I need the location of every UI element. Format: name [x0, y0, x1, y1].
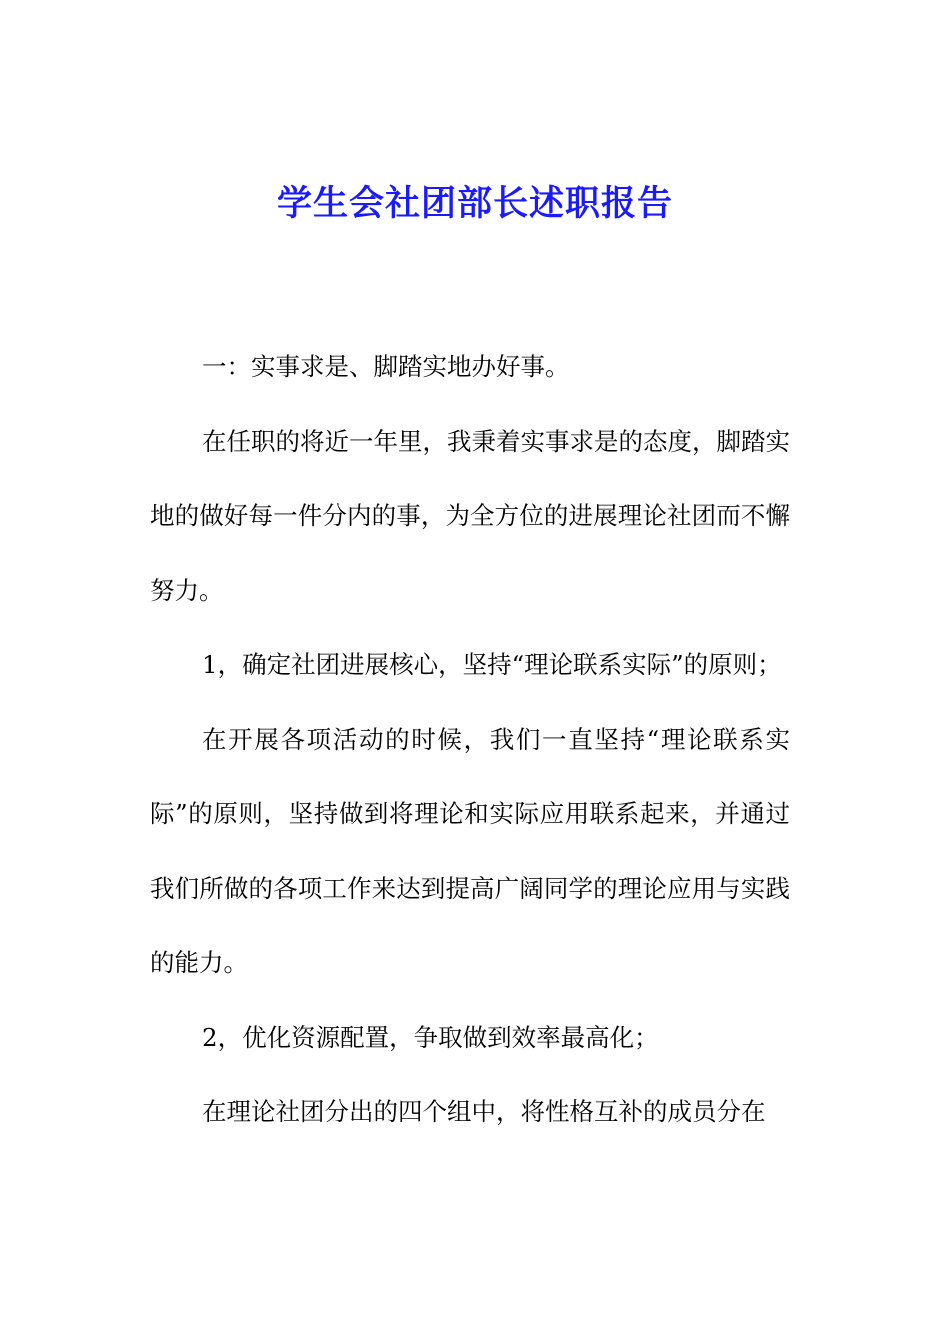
paragraph-2: 在任职的将近一年里，我秉着实事求是的态度，脚踏实地的做好每一件分内的事，为全方位的进展理论社团而不懈努力。	[150, 426, 790, 605]
document-body	[150, 330, 790, 1150]
document-title: 学生会社团部长述职报告	[276, 184, 673, 224]
paragraph-3: 1，确定社团进展核心，坚持“理论联系实际”的原则；	[202, 650, 782, 679]
paragraph-6: 在理论社团分出的四个组中，将性格互补的成员分在	[202, 1097, 766, 1126]
paragraph-4: 在开展各项活动的时候，我们一直坚持“理论联系实际”的原则，坚持做到将理论和实际应用联系起来，并通过我们所做的各项工作来达到提高广阔同学的理论应用与实践的能力。	[150, 724, 790, 977]
paragraph-1: 一：实事求是、脚踏实地办好事。	[202, 352, 570, 381]
paragraph-5: 2，优化资源配置，争取做到效率最高化；	[202, 1022, 659, 1052]
